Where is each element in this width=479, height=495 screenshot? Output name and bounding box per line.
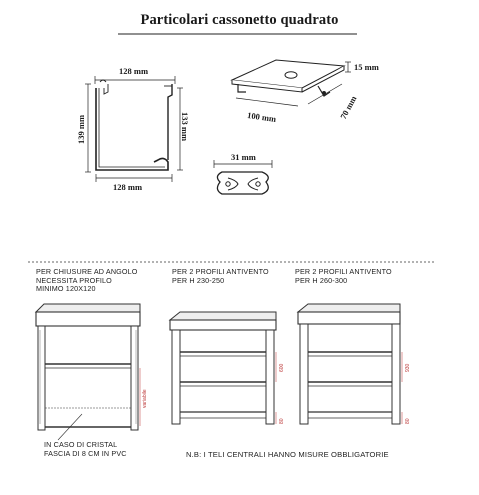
dim-plate-depth: 70 mm (338, 94, 359, 121)
panel-3-side-label-top: 930 (405, 363, 411, 372)
panel-2-side-label-bottom: 80 (279, 418, 285, 424)
panel-2-side-label-top: 600 (279, 363, 285, 372)
dim-plate-thickness: 15 mm (354, 62, 379, 72)
dim-left-height-text: 139 mm (76, 114, 86, 144)
panel-1-drawing (36, 304, 140, 440)
panel-2-caption-line-1: PER 2 PROFILI ANTIVENTO (172, 267, 269, 276)
panel-3-caption-line-2: PER H 260-300 (295, 275, 348, 285)
dim-top-width: 128 mm (119, 66, 149, 76)
panel-1-side-label: variabile (142, 389, 148, 408)
panel-1-caption-line-3: MINIMO 120X120 (36, 284, 96, 294)
dim-right-height-text: 133 mm (180, 112, 190, 142)
mandatory-note: N.B: I TELI CENTRALI HANNO MISURE OBBLIGATORIE (186, 450, 389, 459)
panel-3-caption (295, 268, 419, 285)
box-cross-section (85, 76, 183, 182)
panel-3-side-label-bottom: 80 (405, 418, 411, 424)
dim-bottom-width: 128 mm (113, 182, 143, 192)
joint-profile (214, 160, 272, 194)
cristal-note-line-2: FASCIA DI 8 CM IN PVC (44, 448, 127, 458)
panel-2-caption-line-2: PER H 230-250 (172, 275, 225, 285)
panel-1-caption-line-2: NECESSITA PROFILO (36, 275, 112, 285)
panel-2-drawing (170, 312, 276, 424)
cristal-note-line-1: IN CASO DI CRISTAL (44, 440, 118, 449)
panel-3-drawing (298, 304, 402, 424)
dim-plate-length: 100 mm (246, 110, 277, 124)
panel-1-caption-line-1: PER CHIUSURE AD ANGOLO (36, 267, 138, 276)
panel-2-caption (172, 268, 296, 285)
panel-3-caption-line-1: PER 2 PROFILI ANTIVENTO (295, 267, 392, 276)
dim-profile-width: 31 mm (231, 152, 256, 162)
panel-1-caption (36, 268, 166, 294)
cristal-note (44, 441, 184, 458)
end-cap-plate (232, 60, 351, 106)
page-title: Particolari cassonetto quadrato (140, 12, 339, 28)
